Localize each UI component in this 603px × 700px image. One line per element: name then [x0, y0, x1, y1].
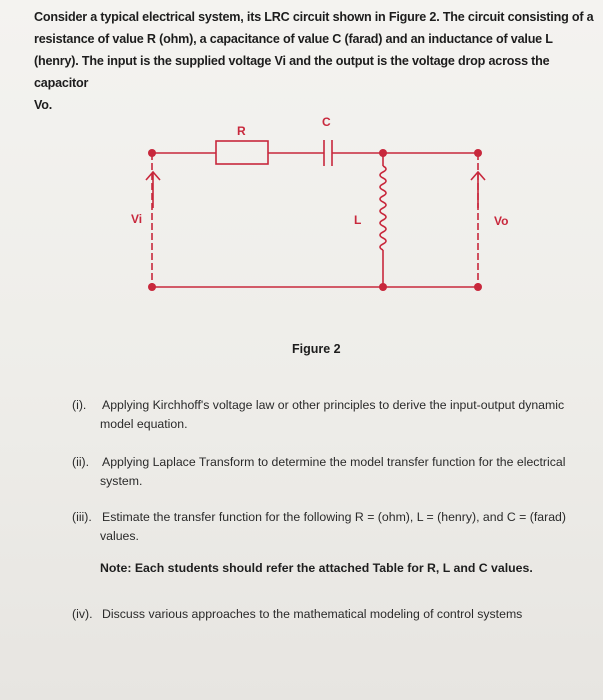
label-vi: Vi	[131, 212, 143, 226]
question-3	[72, 508, 597, 546]
node-bottom-left	[148, 283, 156, 291]
node-top-right	[474, 149, 482, 157]
node-top-left	[148, 149, 156, 157]
label-vo: Vo	[494, 214, 509, 228]
question-4-number: (iv).	[72, 607, 93, 621]
question-3-line-2: values.	[100, 529, 139, 543]
question-2-line-2: system.	[100, 474, 143, 488]
label-inductor: L	[354, 213, 362, 227]
question-4	[72, 605, 597, 624]
question-2-number: (ii).	[72, 455, 90, 469]
question-4-line-1: Discuss various approaches to the mathematical modeling of control systems	[102, 607, 523, 621]
node-inductor-bottom	[379, 283, 387, 291]
node-bottom-right	[474, 283, 482, 291]
question-1-line-1: Applying Kirchhoff's voltage law or other principles to derive the input-output dynamic	[102, 398, 565, 412]
inductor-coil	[380, 166, 386, 250]
question-1-number: (i).	[72, 398, 87, 412]
label-capacitor: C	[322, 115, 331, 129]
resistor	[216, 141, 268, 164]
intro-line-4: Vo.	[34, 98, 53, 112]
figure-caption: Figure 2	[292, 342, 341, 356]
question-1-line-2: model equation.	[100, 417, 188, 431]
note-text: Note: Each students should refer the attached Table for R, L and C values.	[100, 561, 533, 575]
label-resistor: R	[237, 124, 246, 138]
intro-line-3: (henry). The input is the supplied voltage Vi and the output is the voltage drop across the capacitor	[34, 54, 550, 90]
question-2	[72, 453, 597, 491]
question-3-line-1: Estimate the transfer function for the following R = (ohm), L = (henry), and C = (farad)	[102, 510, 566, 524]
question-2-line-1: Applying Laplace Transform to determine the model transfer function for the electrical	[102, 455, 566, 469]
question-3-number: (iii).	[72, 510, 92, 524]
intro-line-1: Consider a typical electrical system, its LRC circuit shown in Figure 2. The circuit consisting of a	[34, 10, 594, 24]
node-inductor-top	[379, 149, 387, 157]
question-1	[72, 396, 597, 434]
intro-line-2: resistance of value R (ohm), a capacitance of value C (farad) and an inductance of value L	[34, 32, 553, 46]
